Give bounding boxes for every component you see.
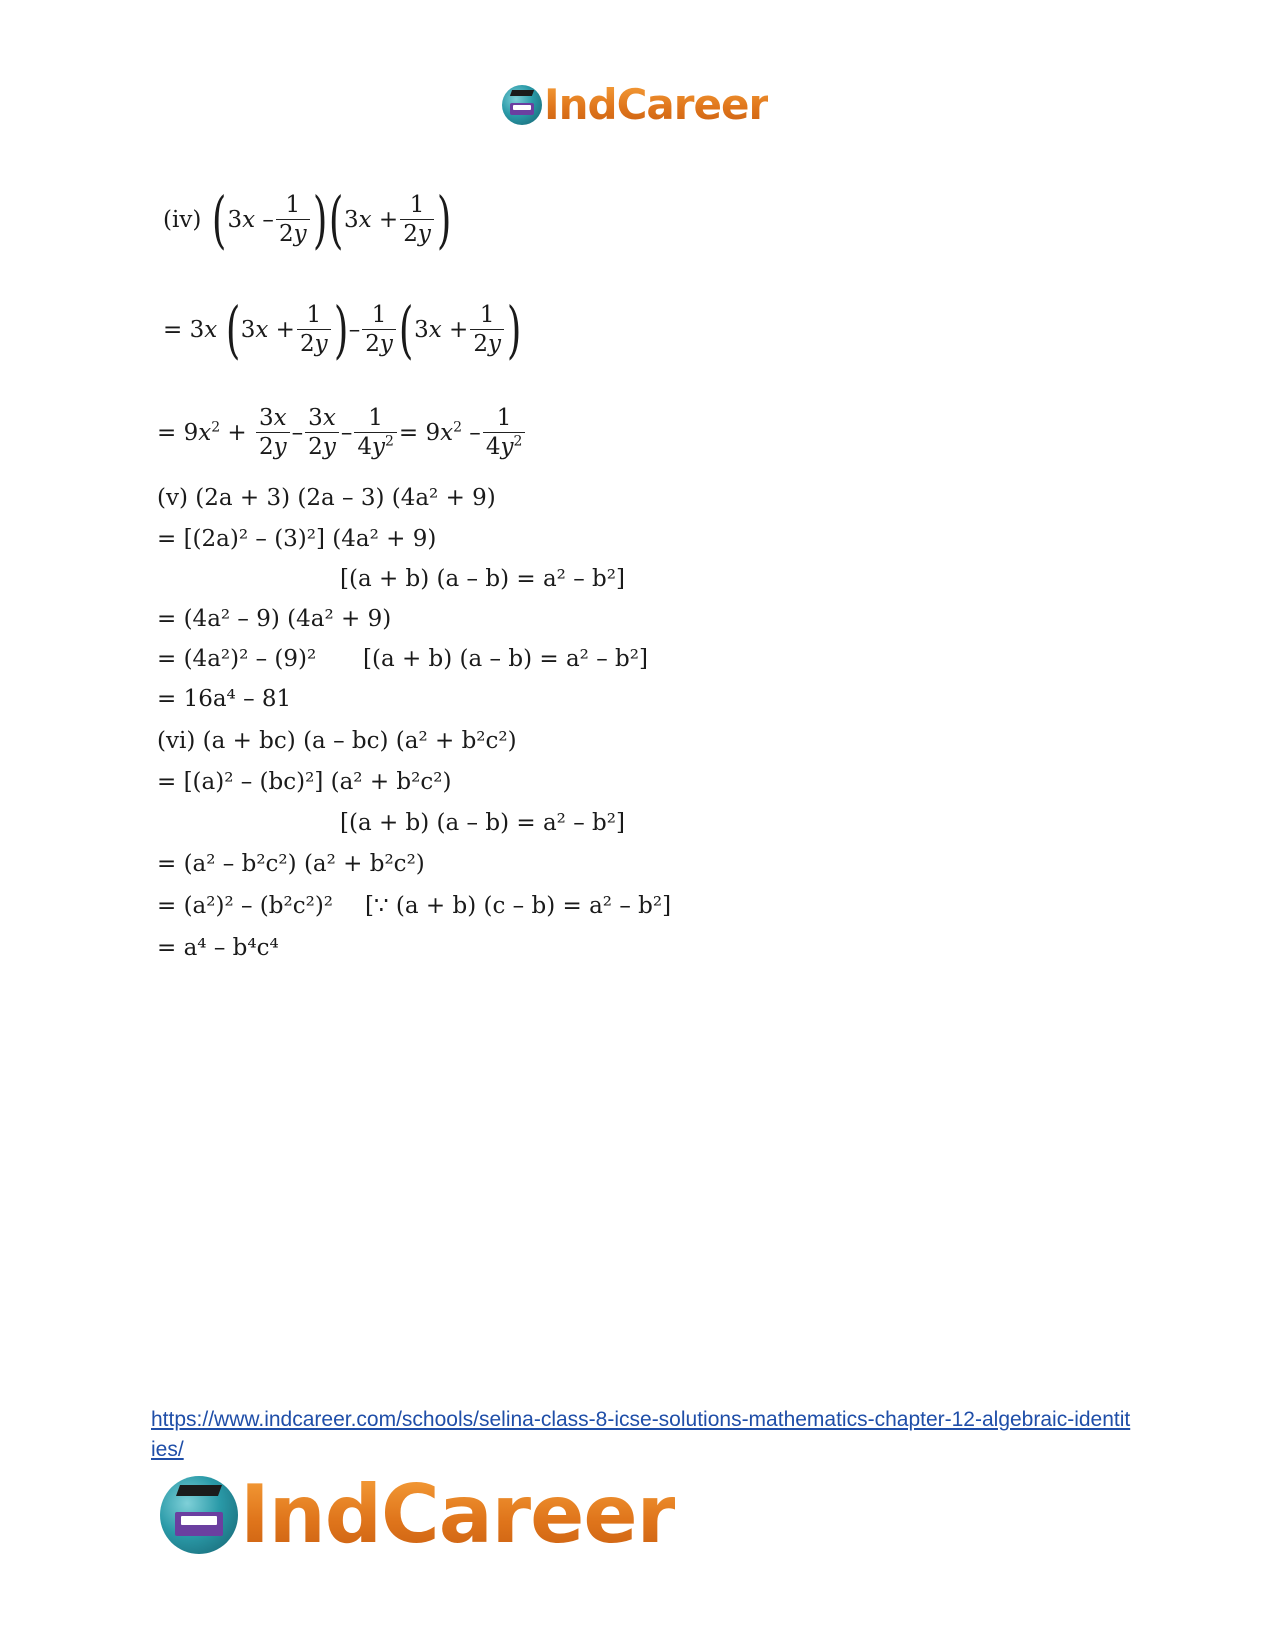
source-link[interactable]: https://www.indcareer.com/schools/selina-class-8-icse-solutions-mathematics-chapter-12-algebraic-identities/ — [151, 1408, 1131, 1461]
equation-v-step-2: = (4a² – 9) (4a² + 9) — [157, 606, 392, 632]
equation-vi-step-3: = (a²)² – (b²c²)² — [157, 893, 334, 919]
equation-vi-question: (vi) (a + bc) (a – bc) (a² + b²c²) — [157, 728, 517, 754]
label-iv: (iv) — [163, 206, 202, 233]
equation-iv-question: (iv) ( 3x – $\frac{1}{2y}$ ) ( 3x + $\frac{1}{2y}$ ) — [163, 183, 452, 256]
footer-logo-text: IndCareer — [240, 1468, 676, 1561]
equation-v-question: (v) (2a + 3) (2a – 3) (4a² + 9) — [157, 485, 496, 511]
footer-logo — [160, 1468, 675, 1561]
equation-vi-step-2: = (a² – b²c²) (a² + b²c²) — [157, 851, 425, 877]
header-logo — [502, 80, 768, 129]
equation-vi-step-1: = [(a)² – (bc)²] (a² + b²c²) — [157, 769, 452, 795]
equation-iv-step-1: = 3x ( 3x + $\frac{1}{2y}$ ) – $\frac{1}{2y}$ ( 3x + $\frac{1}{2y}$ ) — [163, 293, 522, 366]
equation-v-step-3: = (4a²)² – (9)² — [157, 646, 317, 672]
identity-note: [(a + b) (a – b) = a² – b²] — [363, 646, 648, 672]
graduation-globe-icon — [160, 1476, 238, 1554]
identity-note: [(a + b) (a – b) = a² – b²] — [340, 566, 625, 592]
identity-note: [∵ (a + b) (c – b) = a² – b²] — [365, 893, 672, 919]
equation-v-step-1: = [(2a)² – (3)²] (4a² + 9) — [157, 526, 437, 552]
equation-vi-result: = a⁴ – b⁴c⁴ — [157, 935, 279, 961]
equation-iv-step-2: = $9x^2$ + $\frac{3x}{2y}$ – $\frac{3x}{2y}$ – $\frac{1}{4y^2}$ = $9x^2$ – $\frac{1}{4y^2}$ — [157, 398, 527, 468]
header-logo-text: IndCareer — [544, 80, 769, 129]
equation-v-result: = 16a⁴ – 81 — [157, 686, 292, 712]
graduation-globe-icon — [502, 85, 542, 125]
identity-note: [(a + b) (a – b) = a² – b²] — [340, 810, 625, 836]
